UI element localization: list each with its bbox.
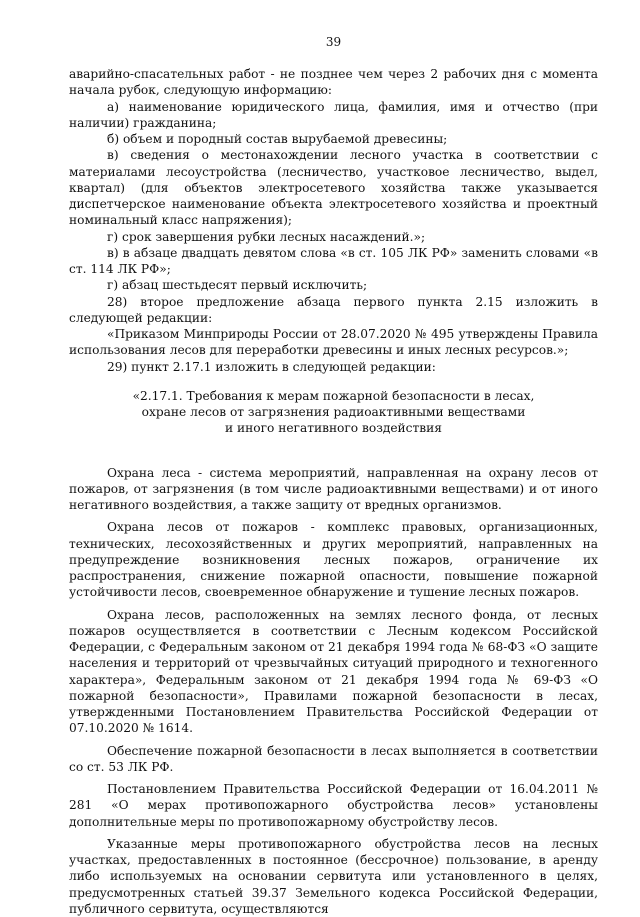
paragraph: г) абзац шестьдесят первый исключить; xyxy=(69,277,598,293)
section-heading xyxy=(69,388,598,437)
paragraph: Указанные меры противопожарного обустройства лесов на лесных участках, предоставленных в постоянное (бессрочное) пользование, в аренду либо используемых на основании сервитута или установленного в целях, предусмотренных статьей 39.37 Земельного кодекса Российской Федерации, публичного сервитута, осуществляются xyxy=(69,836,598,917)
paragraph: в) в абзаце двадцать девятом слова «в ст. 105 ЛК РФ» заменить словами «в ст. 114 ЛК РФ»; xyxy=(69,245,598,278)
paragraph: Охрана леса - система мероприятий, направленная на охрану лесов от пожаров, от загрязнения (в том числе радиоактивными веществами) и от иного негативного воздействия, а также защиту от вредных организмов. xyxy=(69,465,598,514)
page-number: 39 xyxy=(69,34,598,50)
paragraph: 29) пункт 2.17.1 изложить в следующей редакции: xyxy=(69,359,598,375)
paragraph: б) объем и породный состав вырубаемой древесины; xyxy=(69,131,598,147)
top-section xyxy=(69,66,598,375)
paragraph: Обеспечение пожарной безопасности в лесах выполняется в соответствии со ст. 53 ЛК РФ. xyxy=(69,743,598,776)
paragraph: Постановлением Правительства Российской Федерации от 16.04.2011 № 281 «О мерах противопожарного обустройства лесов» установлены дополнительные меры по противопожарному обустройству лесов. xyxy=(69,781,598,830)
heading-line: и иного негативного воздействия xyxy=(69,420,598,436)
paragraph: Охрана лесов от пожаров - комплекс правовых, организационных, технических, лесохозяйственных и других мероприятий, направленных на предупреждение возникновения лесных пожаров, ограничение их распространения, снижение пожарной опасности, повышение пожарной устойчивости лесов, своевременное обнаружение и тушение лесных пожаров. xyxy=(69,519,598,600)
paragraph: а) наименование юридического лица, фамилия, имя и отчество (при наличии) гражданина; xyxy=(69,99,598,132)
heading-line: «2.17.1. Требования к мерам пожарной безопасности в лесах, xyxy=(69,388,598,404)
paragraph: аварийно-спасательных работ - не позднее чем через 2 рабочих дня с момента начала рубок, следующую информацию: xyxy=(69,66,598,99)
paragraph: 28) второе предложение абзаца первого пункта 2.15 изложить в следующей редакции: xyxy=(69,294,598,327)
paragraph: «Приказом Минприроды России от 28.07.2020 № 495 утверждены Правила использования лесов для переработки древесины и иных лесных ресурсов.»; xyxy=(69,326,598,359)
paragraph: г) срок завершения рубки лесных насаждений.»; xyxy=(69,229,598,245)
paragraph: в) сведения о местонахождении лесного участка в соответствии с материалами лесоустройства (лесничество, участковое лесничество, выдел, квартал) (для объектов электросетевого хозяйства также указывается диспетчерское наименование объекта электросетевого хозяйства и проектный номинальный класс напряжения); xyxy=(69,147,598,228)
heading-line: охране лесов от загрязнения радиоактивными веществами xyxy=(69,404,598,420)
paragraph: Охрана лесов, расположенных на землях лесного фонда, от лесных пожаров осуществляется в соответствии с Лесным кодексом Российской Федерации, с Федеральным законом от 21 декабря 1994 года № 68-ФЗ «О защите населения и территорий от чрезвычайных ситуаций природного и техногенного характера», Федеральным законом от 21 декабря 1994 года № 69-ФЗ «О пожарной безопасности», Правилами пожарной безопасности в лесах, утвержденными Постановлением Правительства Российской Федерации от 07.10.2020 № 1614. xyxy=(69,607,598,737)
body-section xyxy=(69,465,598,917)
